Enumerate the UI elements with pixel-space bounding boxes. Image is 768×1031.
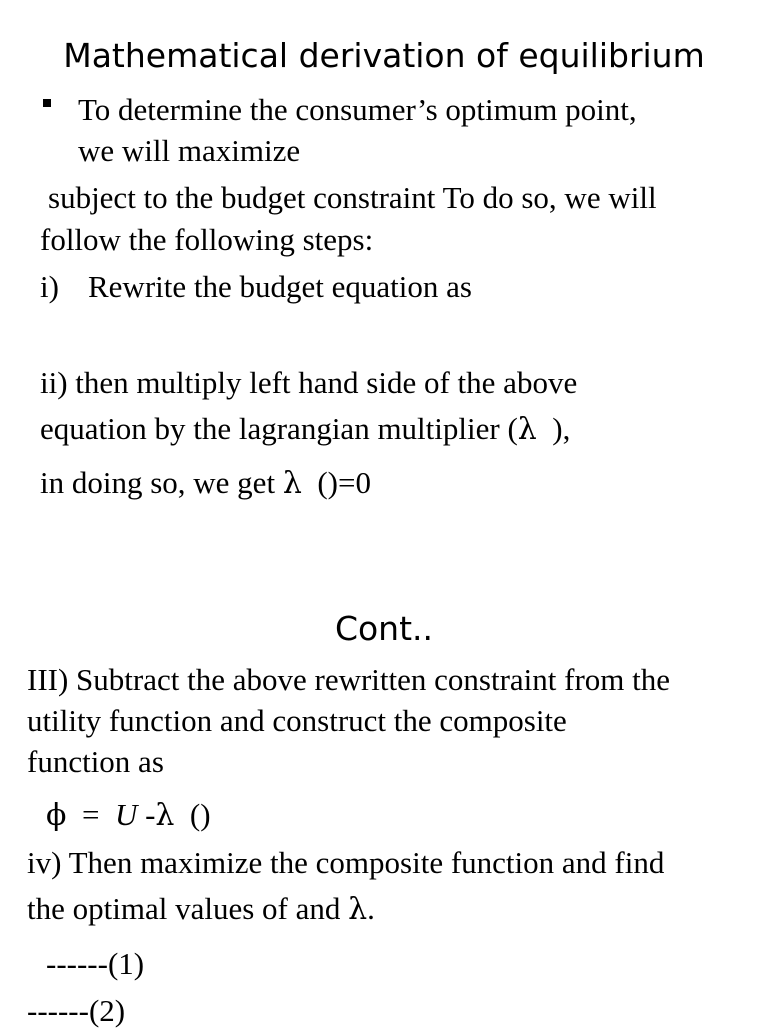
composite-function-formula xyxy=(46,794,211,836)
bullet-text-line-1: To determine the consumer’s optimum point, xyxy=(78,92,637,127)
empty-parentheses: () xyxy=(189,797,211,832)
utility-symbol: U xyxy=(114,797,138,832)
lambda-symbol: λ xyxy=(348,892,368,927)
step-2-line-1: ii) then multiply left hand side of the above xyxy=(40,365,578,400)
step-4-line-1: iv) Then maximize the composite function and find xyxy=(27,845,665,880)
bullet-marker xyxy=(43,99,51,107)
step-2-line-2-tail: ), xyxy=(552,411,571,446)
step-4-line-2-text: the optimal values of and xyxy=(27,891,341,926)
step-3-line-1: III) Subtract the above rewritten constraint from the xyxy=(27,662,671,697)
lambda-symbol: λ xyxy=(282,466,302,501)
minus-sign: - xyxy=(145,797,156,832)
slide-title: Mathematical derivation of equilibrium xyxy=(63,36,705,75)
equals-sign: = xyxy=(81,797,100,832)
step-3-line-3: function as xyxy=(27,744,164,779)
step-4-line-2-tail: . xyxy=(367,891,375,926)
step-1-number: i) xyxy=(40,269,59,304)
equation-2-label: ------(2) xyxy=(27,993,126,1028)
equation-1-label: ------(1) xyxy=(46,946,145,981)
step-1-text: Rewrite the budget equation as xyxy=(88,269,472,304)
paragraph-line-1: subject to the budget constraint To do so, we will xyxy=(48,180,657,215)
lambda-symbol: λ xyxy=(155,798,175,833)
step-2-line-2 xyxy=(40,408,570,450)
paragraph-line-2: follow the following steps: xyxy=(40,222,374,257)
step-2-line-3-text: in doing so, we get xyxy=(40,465,276,500)
lambda-symbol: λ xyxy=(517,412,537,447)
slide-title: Cont.. xyxy=(334,609,434,648)
step-2-line-2-text: equation by the lagrangian multiplier ( xyxy=(40,411,518,446)
step-2-line-3 xyxy=(40,462,371,504)
bullet-text-line-2: we will maximize xyxy=(78,133,301,168)
step-4-line-2 xyxy=(27,888,375,930)
step-2-line-3-tail: ()=0 xyxy=(317,465,371,500)
phi-symbol: ϕ xyxy=(46,798,67,833)
step-3-line-2: utility function and construct the composite xyxy=(27,703,567,738)
